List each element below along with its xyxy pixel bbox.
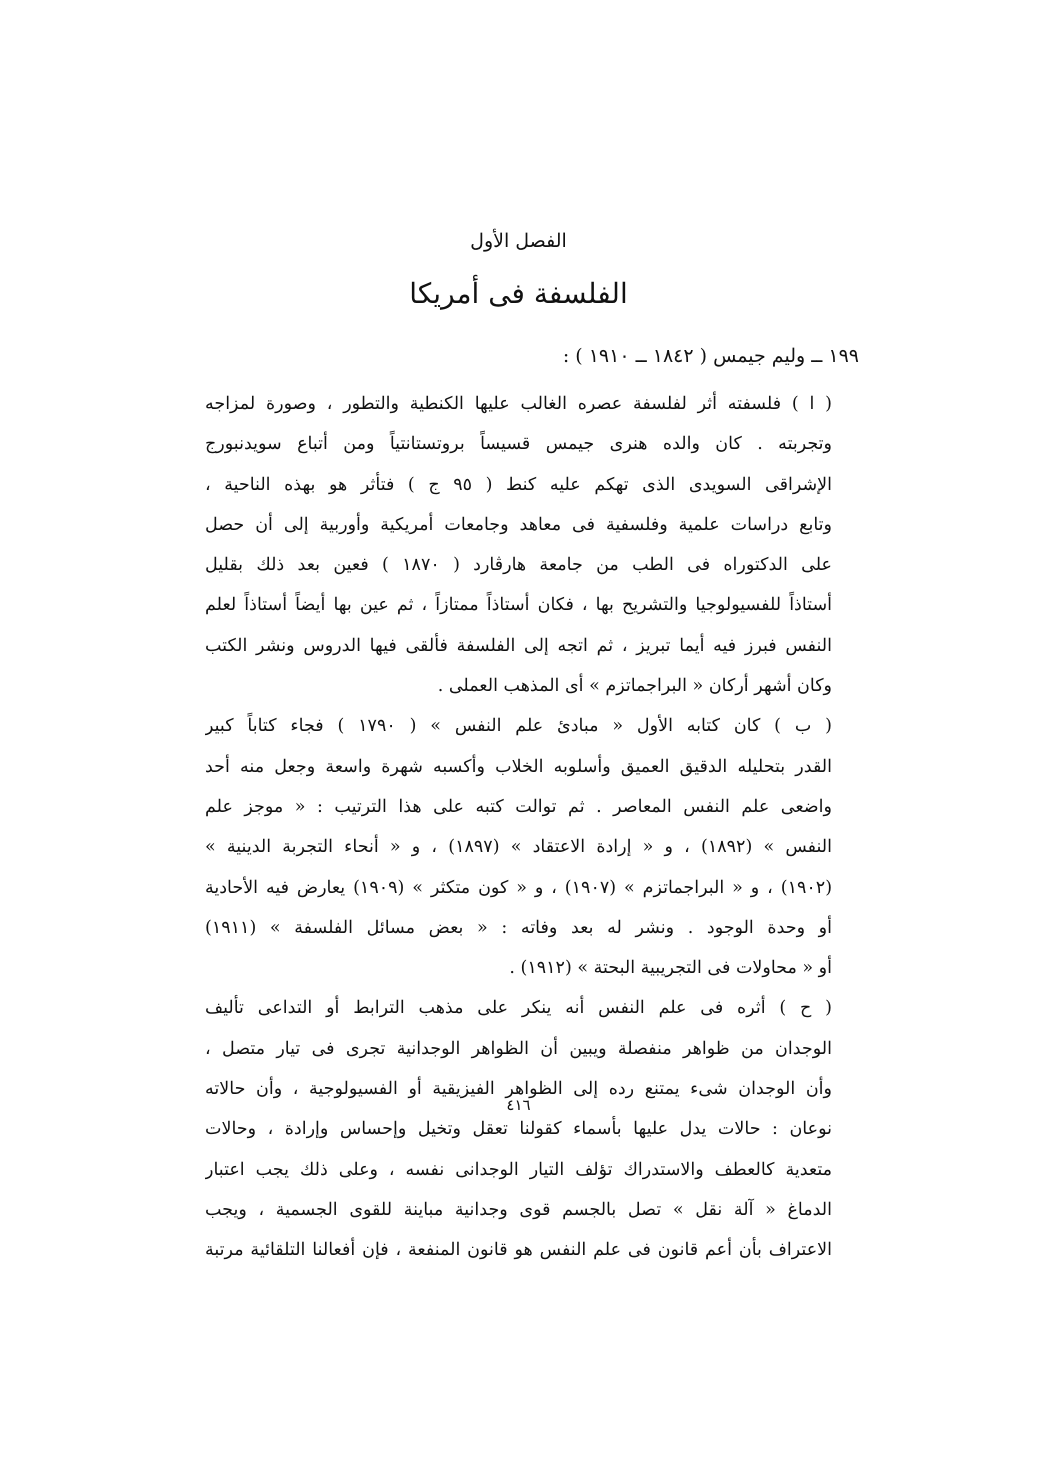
text-line: على الدكتوراه فى الطب من جامعة هارڤارد ( ١٨٧٠ ) فعين بعد ذلك بقليل	[205, 555, 832, 576]
chapter-label: الفصل الأول	[470, 230, 567, 252]
page-number: ٤١٦	[506, 1096, 531, 1114]
text-line: أستاذاً للفسيولوجيا والتشريح بها ، فكان أستاذاً ممتازاً ، ثم عين بها أيضاً أستاذاً لعلم	[205, 595, 832, 616]
text-line: وتابع دراسات علمية وفلسفية فى معاهد وجامعات أمريكية وأوربية إلى أن حصل	[205, 514, 832, 535]
text-line: وتجربته . كان والده هنرى جيمس قسيساً بروتستانتياً ومن أتباع سويدنبورج	[205, 434, 832, 455]
text-line: متعدية كالعطف والاستدراك تؤلف التيار الوجدانى نفسه ، وعلى ذلك يجب اعتبار	[205, 1159, 832, 1180]
text-line: وأن الوجدان شىء يمتنع رده إلى الظواهر الفيزيقية أو الفسيولوجية ، وأن حالاته	[205, 1079, 832, 1100]
text-line: ( ح ) أثره فى علم النفس أنه ينكر على مذهب الترابط أو التداعى تأليف	[205, 998, 832, 1019]
text-line: الدماغ « آلة نقل » تصل بالجسم قوى وجدانية مباينة للقوى الجسمية ، ويجب	[205, 1199, 832, 1220]
text-line: القدر بتحليله الدقيق العميق وأسلوبه الخلاب وأكسبه شهرة واسعة وجعل منه أحد	[205, 756, 832, 777]
text-line: واضعى علم النفس المعاصر . ثم توالت كتبه على هذا الترتيب : « موجز علم	[205, 796, 832, 817]
text-line: ( ب ) كان كتابه الأول « مبادئ علم النفس » ( ١٧٩٠ ) فجاء كتاباً كبير	[205, 716, 832, 737]
chapter-title: الفلسفة فى أمريكا	[409, 277, 628, 310]
text-line: أو وحدة الوجود . ونشر له بعد وفاته : « بعض مسائل الفلسفة » (١٩١١)	[205, 917, 832, 938]
text-line: ( ا ) فلسفته أثر لفلسفة عصره الغالب عليها الكنطية والتطور ، وصورة لمزاجه	[205, 394, 832, 414]
text-line: (١٩٠٢) ، و « البراجماتزم » (١٩٠٧) ، و « كون متكثر » (١٩٠٩) يعارض فيه الأحادية	[205, 877, 832, 898]
text-line: الوجدان من ظواهر منفصلة ويبين أن الظواهر الوجدانية تجرى فى تيار متصل ،	[205, 1038, 832, 1059]
text-line: أو « محاولات فى التجريبية البحتة » (١٩١٢) .	[509, 958, 832, 979]
text-line: النفس فبرز فيه أيما تبريز ، ثم اتجه إلى الفلسفة فألقى فيها الدروس ونشر الكتب	[205, 635, 832, 656]
text-line: الإشراقى السويدى الذى تهكم عليه كنط ( ٩٥ ج ) فتأثر هو بهذه الناحية ،	[205, 474, 832, 495]
section-heading: ١٩٩ ــ وليم جيمس ( ١٨٤٢ ــ ١٩١٠ ) :	[562, 345, 859, 367]
text-line: النفس » (١٨٩٢) ، و « إرادة الاعتقاد » (١٨٩٧) ، و « أنحاء التجربة الدينية »	[205, 837, 832, 858]
text-line: وكان أشهر أركان « البراجماتزم » أى المذهب العملى .	[437, 676, 832, 697]
text-line: الاعتراف بأن أعم قانون فى علم النفس هو قانون المنفعة ، فإن أفعالنا التلقائية مرتبة	[205, 1240, 832, 1261]
body-text	[205, 384, 832, 1271]
text-line: نوعان : حالات يدل عليها بأسماء كقولنا تعقل وتخيل وإحساس وإرادة ، وحالات	[205, 1119, 832, 1140]
